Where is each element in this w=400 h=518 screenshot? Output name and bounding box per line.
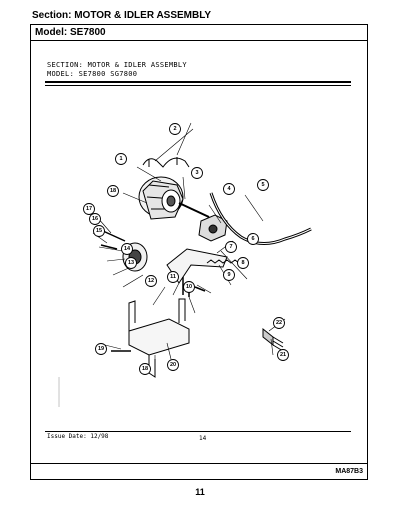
callout-11 <box>168 272 179 283</box>
callout-13 <box>126 258 137 269</box>
callout-1 <box>116 154 127 165</box>
document-reference: MA87B3 <box>335 468 363 475</box>
callout-6 <box>248 234 259 245</box>
svg-text:4: 4 <box>227 186 231 192</box>
callout-14 <box>122 244 133 255</box>
issue-date: Issue Date: 12/98 <box>47 433 109 440</box>
page-frame <box>30 24 368 480</box>
svg-text:8: 8 <box>241 260 245 266</box>
scan-model-line: MODEL: SE7800 SG7800 <box>47 70 138 78</box>
svg-text:3: 3 <box>195 170 199 176</box>
callout-8 <box>238 258 249 269</box>
callout-18 <box>108 186 119 197</box>
callout-12 <box>146 276 157 287</box>
svg-text:12: 12 <box>147 278 155 284</box>
callout-16 <box>90 214 101 225</box>
parts-diagram <box>31 25 367 479</box>
callout-17 <box>84 204 95 215</box>
callout-21 <box>278 350 289 361</box>
callout-18 <box>140 364 151 375</box>
callout-20 <box>168 360 179 371</box>
callout-3 <box>192 168 203 179</box>
callout-15 <box>94 226 105 237</box>
callout-7 <box>226 242 237 253</box>
callout-22 <box>274 318 285 329</box>
svg-text:7: 7 <box>229 244 233 250</box>
page-number: 11 <box>195 487 205 497</box>
svg-text:18: 18 <box>141 366 149 372</box>
clip-bracket <box>143 158 189 167</box>
svg-text:18: 18 <box>109 188 117 194</box>
callout-10 <box>184 282 195 293</box>
svg-text:9: 9 <box>227 272 231 278</box>
svg-text:6: 6 <box>251 236 255 242</box>
callout-19 <box>96 344 107 355</box>
model-title: Model: SE7800 <box>35 27 106 38</box>
svg-text:21: 21 <box>279 352 287 358</box>
scan-section-line: SECTION: MOTOR & IDLER ASSEMBLY <box>47 61 187 69</box>
section-title: Section: MOTOR & IDLER ASSEMBLY <box>32 10 212 21</box>
svg-text:5: 5 <box>261 182 265 188</box>
svg-text:16: 16 <box>91 216 99 222</box>
svg-text:22: 22 <box>275 320 283 326</box>
svg-text:15: 15 <box>95 228 103 234</box>
svg-text:2: 2 <box>173 126 177 132</box>
callout-9 <box>224 270 235 281</box>
callout-5 <box>258 180 269 191</box>
divider <box>45 431 351 432</box>
callout-4 <box>224 184 235 195</box>
svg-text:17: 17 <box>85 206 93 212</box>
svg-text:11: 11 <box>170 274 176 280</box>
scan-page-number: 14 <box>199 435 207 442</box>
mounting-bracket <box>129 319 189 355</box>
svg-text:20: 20 <box>169 362 177 368</box>
svg-text:14: 14 <box>123 246 131 252</box>
callout-2 <box>170 124 181 135</box>
divider <box>31 463 367 464</box>
svg-text:1: 1 <box>119 156 123 162</box>
svg-text:13: 13 <box>127 260 135 266</box>
svg-text:19: 19 <box>97 346 105 352</box>
svg-text:10: 10 <box>185 284 193 290</box>
